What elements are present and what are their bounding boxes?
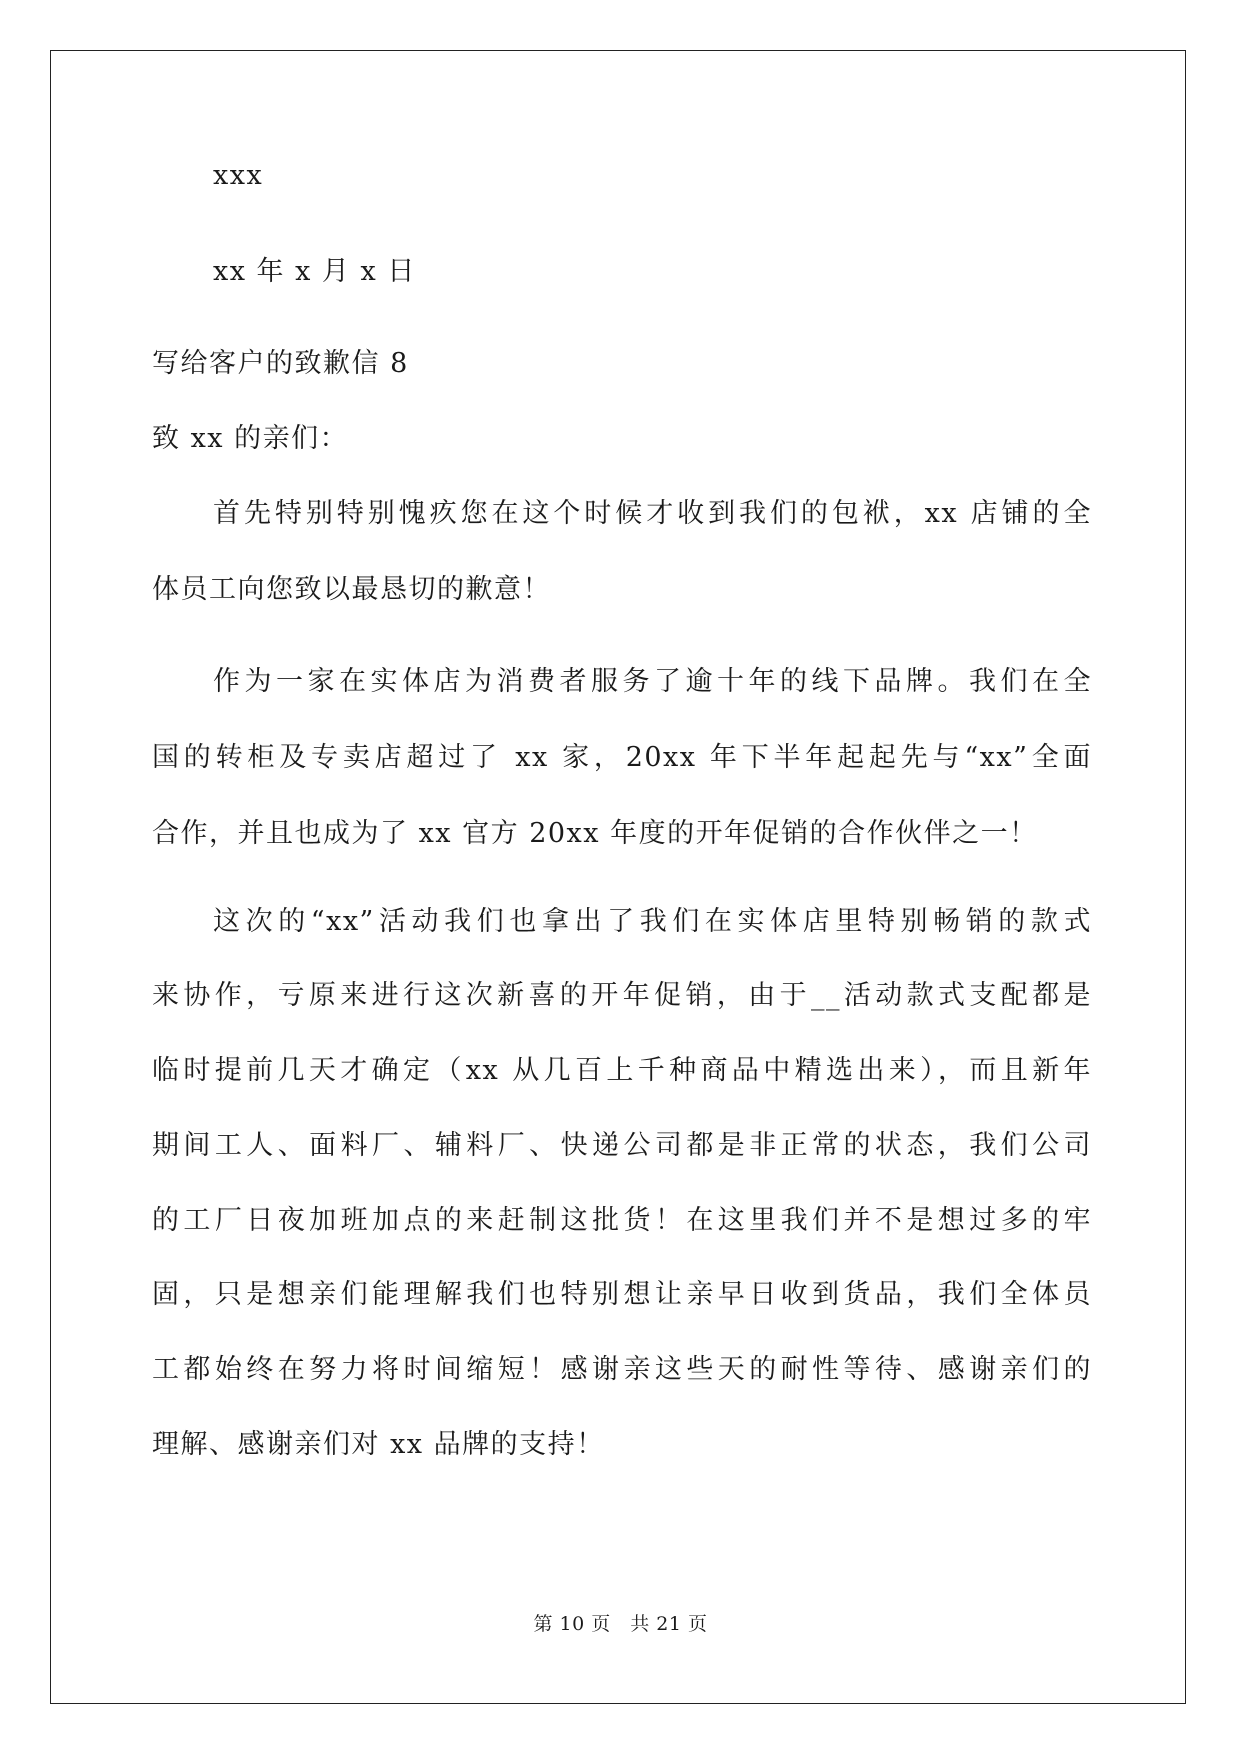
paragraph-3-line-8: 理解、感谢亲们对 xx 品牌的支持！	[152, 1429, 605, 1460]
paragraph-3-line-1: 这次的“xx”活动我们也拿出了我们在实体店里特别畅销的款式	[213, 906, 1092, 937]
salutation: 致 xx 的亲们：	[152, 423, 349, 454]
letter-title: 写给客户的致歉信 8	[152, 348, 409, 379]
date-line: xx 年 x 月 x 日	[213, 256, 416, 287]
page-number-footer: 第 10 页 共 21 页	[533, 1613, 708, 1635]
paragraph-3-line-7: 工都始终在努力将时间缩短！感谢亲这些天的耐性等待、感谢亲们的	[152, 1354, 1092, 1385]
paragraph-3-line-2: 来协作，亏原来进行这次新喜的开年促销，由于__活动款式支配都是	[152, 980, 1092, 1011]
paragraph-3-line-4: 期间工人、面料厂、辅料厂、快递公司都是非正常的状态，我们公司	[152, 1130, 1092, 1161]
paragraph-2-line-3: 合作，并且也成为了 xx 官方 20xx 年度的开年促销的合作伙伴之一！	[152, 818, 1038, 849]
paragraph-3-line-6: 固，只是想亲们能理解我们也特别想让亲早日收到货品，我们全体员	[152, 1279, 1092, 1310]
paragraph-3-line-3: 临时提前几天才确定（xx 从几百上千种商品中精选出来），而且新年	[152, 1055, 1092, 1086]
paragraph-3-line-5: 的工厂日夜加班加点的来赶制这批货！在这里我们并不是想过多的牢	[152, 1205, 1092, 1236]
paragraph-2-line-1: 作为一家在实体店为消费者服务了逾十年的线下品牌。我们在全	[213, 666, 1092, 697]
paragraph-2-line-2: 国的转柜及专卖店超过了 xx 家，20xx 年下半年起起先与“xx”全面	[152, 742, 1092, 773]
signature: xxx	[213, 160, 264, 191]
paragraph-1-line-2: 体员工向您致以最恳切的歉意！	[152, 574, 551, 605]
paragraph-1-line-1: 首先特别特别愧疚您在这个时候才收到我们的包袱，xx 店铺的全	[213, 498, 1092, 529]
